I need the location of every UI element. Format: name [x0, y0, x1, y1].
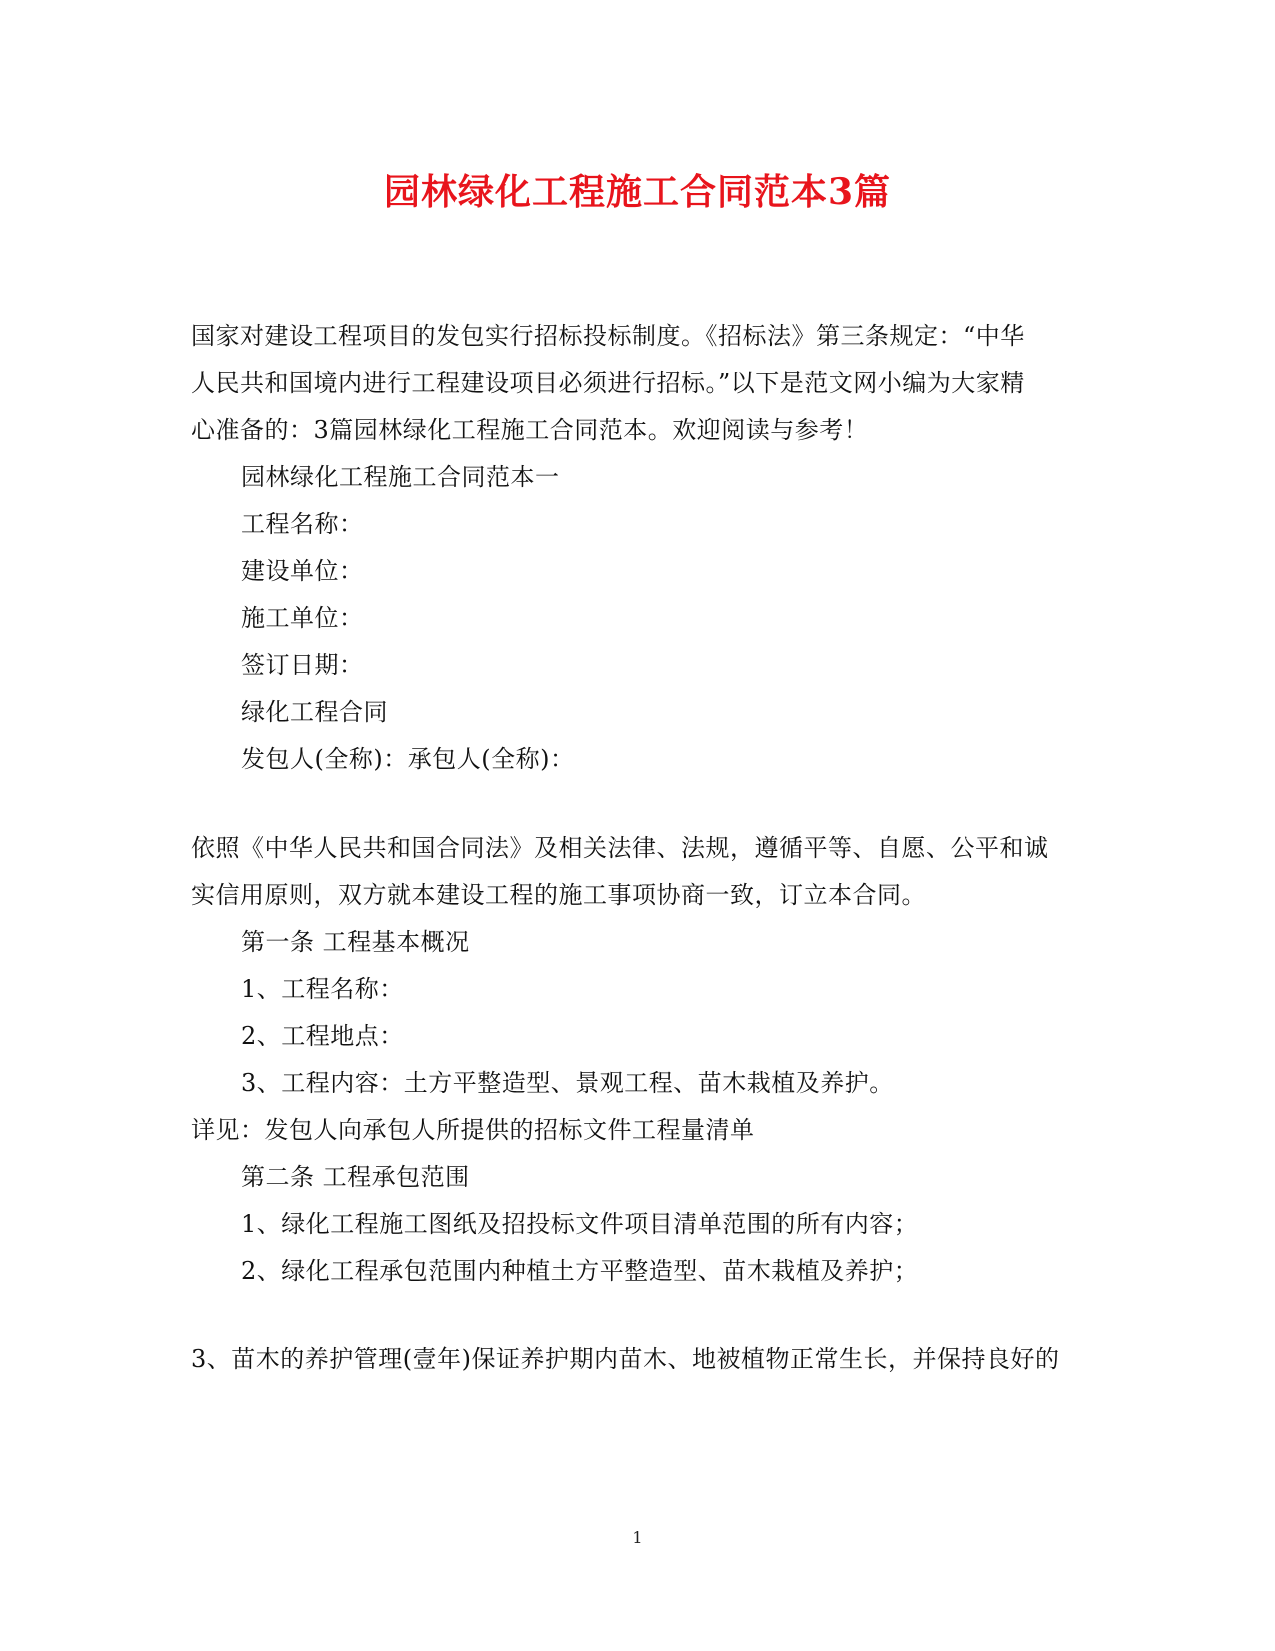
intro-line: 心准备的：3篇园林绿化工程施工合同范本。欢迎阅读与参考！	[191, 416, 869, 444]
contract-title: 绿化工程合同	[241, 698, 388, 726]
basis-line: 实信用原则，双方就本建设工程的施工事项协商一致，订立本合同。	[191, 881, 926, 909]
field-contractor: 施工单位：	[241, 604, 364, 632]
article-one-item: 2、工程地点：	[241, 1022, 404, 1050]
article-two-item: 1、绿化工程施工图纸及招投标文件项目清单范围的所有内容；	[241, 1210, 919, 1238]
field-project-name: 工程名称：	[241, 510, 364, 538]
parties-line: 发包人(全称)：承包人(全称)：	[241, 745, 575, 773]
article-two-heading: 第二条 工程承包范围	[241, 1163, 470, 1191]
article-one-item: 3、工程内容：土方平整造型、景观工程、苗木栽植及养护。	[241, 1069, 894, 1097]
article-one-item: 1、工程名称：	[241, 975, 404, 1003]
field-builder: 建设单位：	[241, 557, 364, 585]
section-heading: 园林绿化工程施工合同范本一	[241, 463, 560, 491]
field-sign-date: 签订日期：	[241, 651, 364, 679]
intro-line: 人民共和国境内进行工程建设项目必须进行招标。”以下是范文网小编为大家精	[191, 369, 1025, 397]
article-one-note: 详见：发包人向承包人所提供的招标文件工程量清单	[191, 1116, 755, 1144]
page-number: 1	[632, 1528, 643, 1547]
document-title: 园林绿化工程施工合同范本3篇	[383, 171, 892, 213]
article-two-item: 2、绿化工程承包范围内种植土方平整造型、苗木栽植及养护；	[241, 1257, 919, 1285]
intro-line: 国家对建设工程项目的发包实行招标投标制度。《招标法》第三条规定：“中华	[191, 322, 1025, 350]
basis-line: 依照《中华人民共和国合同法》及相关法律、法规，遵循平等、自愿、公平和诚	[191, 834, 1049, 862]
continuation-line: 3、苗木的养护管理(壹年)保证养护期内苗木、地被植物正常生长，并保持良好的	[191, 1345, 1060, 1373]
article-one-heading: 第一条 工程基本概况	[241, 928, 470, 956]
